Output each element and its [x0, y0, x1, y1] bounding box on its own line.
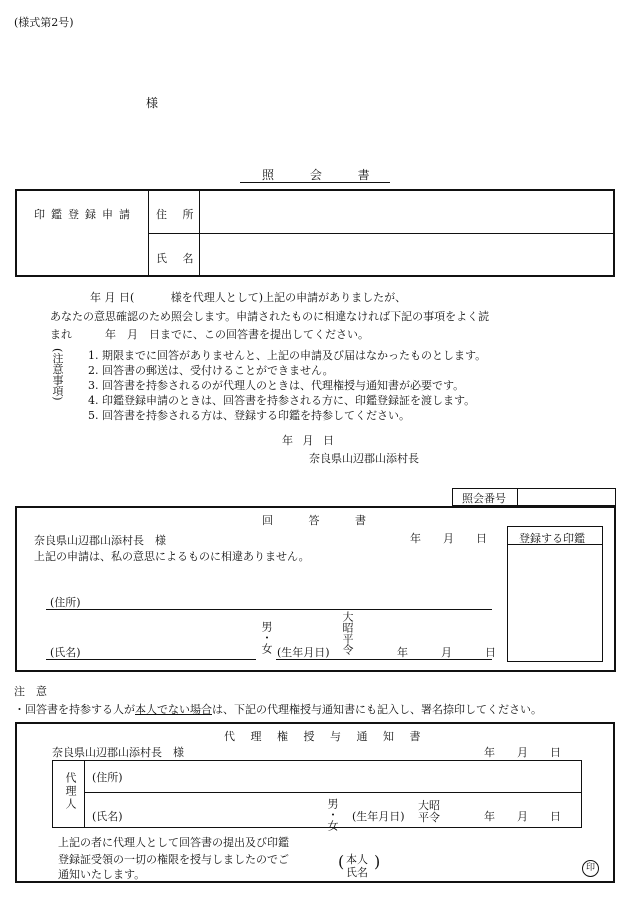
caution-text: [14, 701, 542, 717]
note-item: 5. 回答書を持参される方は、登録する印鑑を持参してください。: [88, 409, 410, 422]
caution-bullet: ・: [14, 703, 25, 716]
era-line-2: 平令: [418, 811, 440, 824]
inquiry-number-field[interactable]: [520, 490, 612, 504]
reply-date: 年 月 日: [410, 532, 487, 545]
form-number: (様式第2号): [14, 16, 74, 29]
seal-stamp-icon: 印: [582, 860, 599, 877]
seal-area[interactable]: [510, 548, 600, 658]
agent-name-field[interactable]: [140, 800, 320, 822]
addressee-suffix: 様: [146, 96, 159, 110]
reply-birth-date: 年 月 日: [397, 646, 496, 659]
principal-line1: 本人: [346, 853, 368, 866]
caution-heading: 注 意: [14, 685, 47, 698]
name-line: [46, 659, 256, 660]
agent-address-label: (住所): [92, 771, 123, 784]
inquiry-body-line3: まれ 年 月 日までに、この回答書を提出してください。: [50, 328, 369, 341]
birth-line: [276, 659, 492, 660]
birthdate-label: (生年月日): [277, 646, 330, 659]
reply-address-field[interactable]: [100, 590, 490, 608]
agent-era-selector[interactable]: [418, 800, 440, 824]
principal-name-field[interactable]: [392, 856, 572, 878]
delegation-line1: 上記の者に代理人として回答書の提出及び印鑑: [58, 836, 289, 849]
note-item: 2. 回答書の郵送は、受付けることができません。: [88, 364, 334, 377]
inquiry-date: 年 月 日: [282, 434, 334, 447]
proxy-date: 年 月 日: [484, 746, 561, 759]
name-label: 氏 名: [156, 252, 200, 265]
caution-emphasis: 本人でない場合: [135, 703, 212, 716]
inquiry-number-label: 照会番号: [462, 492, 506, 505]
principal-line2: 氏名: [346, 866, 368, 879]
agent-birthdate-label: (生年月日): [352, 810, 405, 823]
note-item: 3. 回答書を持参されるのが代理人のときは、代理権授与通知書が必要です。: [88, 379, 465, 392]
agent-divider: [84, 792, 581, 793]
reply-statement: 上記の申請は、私の意思によるものに相違ありません。: [34, 550, 310, 563]
proxy-addressee: 奈良県山辺郡山添村長 様: [52, 746, 184, 759]
reply-name-field[interactable]: [100, 640, 250, 658]
address-line: [46, 609, 492, 610]
reply-title: 回 答 書: [262, 514, 382, 527]
delegation-line2: 登録証受領の一切の権限を授与しましたのでご: [58, 853, 289, 866]
address-field[interactable]: [206, 203, 606, 225]
table-divider: [148, 233, 614, 234]
seal-label: 登録する印鑑: [519, 532, 585, 545]
inquiry-body-line1: 年 月 日( 様を代理人として)上記の申請がありましたが、: [90, 291, 407, 304]
principal-paren-open: (: [338, 852, 345, 871]
notes-label: (注意事項): [51, 348, 64, 401]
reply-address-label: (住所): [50, 596, 81, 609]
era-line-1: 大昭: [418, 799, 440, 812]
proxy-title: 代 理 権 授 与 通 知 書: [224, 730, 427, 743]
title-underline: [240, 182, 390, 183]
agent-divider: [84, 761, 85, 827]
agent-birth-date: 年 月 日: [484, 810, 561, 823]
caution-text-a: 回答書を持参する人が: [25, 703, 135, 716]
era-selector[interactable]: 大昭平令: [341, 611, 354, 655]
note-item: 1. 期限までに回答がありませんと、上記の申請及び届はなかったものとします。: [88, 349, 487, 362]
delegation-line3: 通知いたします。: [58, 868, 146, 881]
caution-text-b: は、下記の代理権授与通知書にも記入し、署名捺印してください。: [212, 703, 542, 716]
agent-address-field[interactable]: [140, 766, 570, 788]
reply-name-label: (氏名): [50, 646, 81, 659]
inquiry-title: 照 会 書: [262, 168, 386, 182]
reply-addressee: 奈良県山辺郡山添村長 様: [34, 534, 166, 547]
inquiry-number-divider: [517, 489, 518, 505]
agent-name-label: (氏名): [92, 810, 123, 823]
note-item: 4. 印鑑登録申請のときは、回答書を持参される方に、印鑑登録証を渡します。: [88, 394, 476, 407]
address-label: 住 所: [156, 208, 200, 221]
agent-gender-selector[interactable]: 男・女: [326, 798, 339, 831]
name-field[interactable]: [206, 243, 606, 267]
principal-label: [346, 853, 368, 879]
agent-label: 代理人: [64, 772, 77, 811]
inquiry-body-line2: あなたの意思確認のため照会します。申請されたものに相違なければ下記の事項をよく読: [50, 310, 490, 323]
application-label: 印鑑登録申請: [34, 208, 136, 221]
issuer: 奈良県山辺郡山添村長: [309, 452, 419, 465]
principal-paren-close: ): [374, 852, 381, 871]
gender-selector[interactable]: 男・女: [260, 621, 273, 654]
